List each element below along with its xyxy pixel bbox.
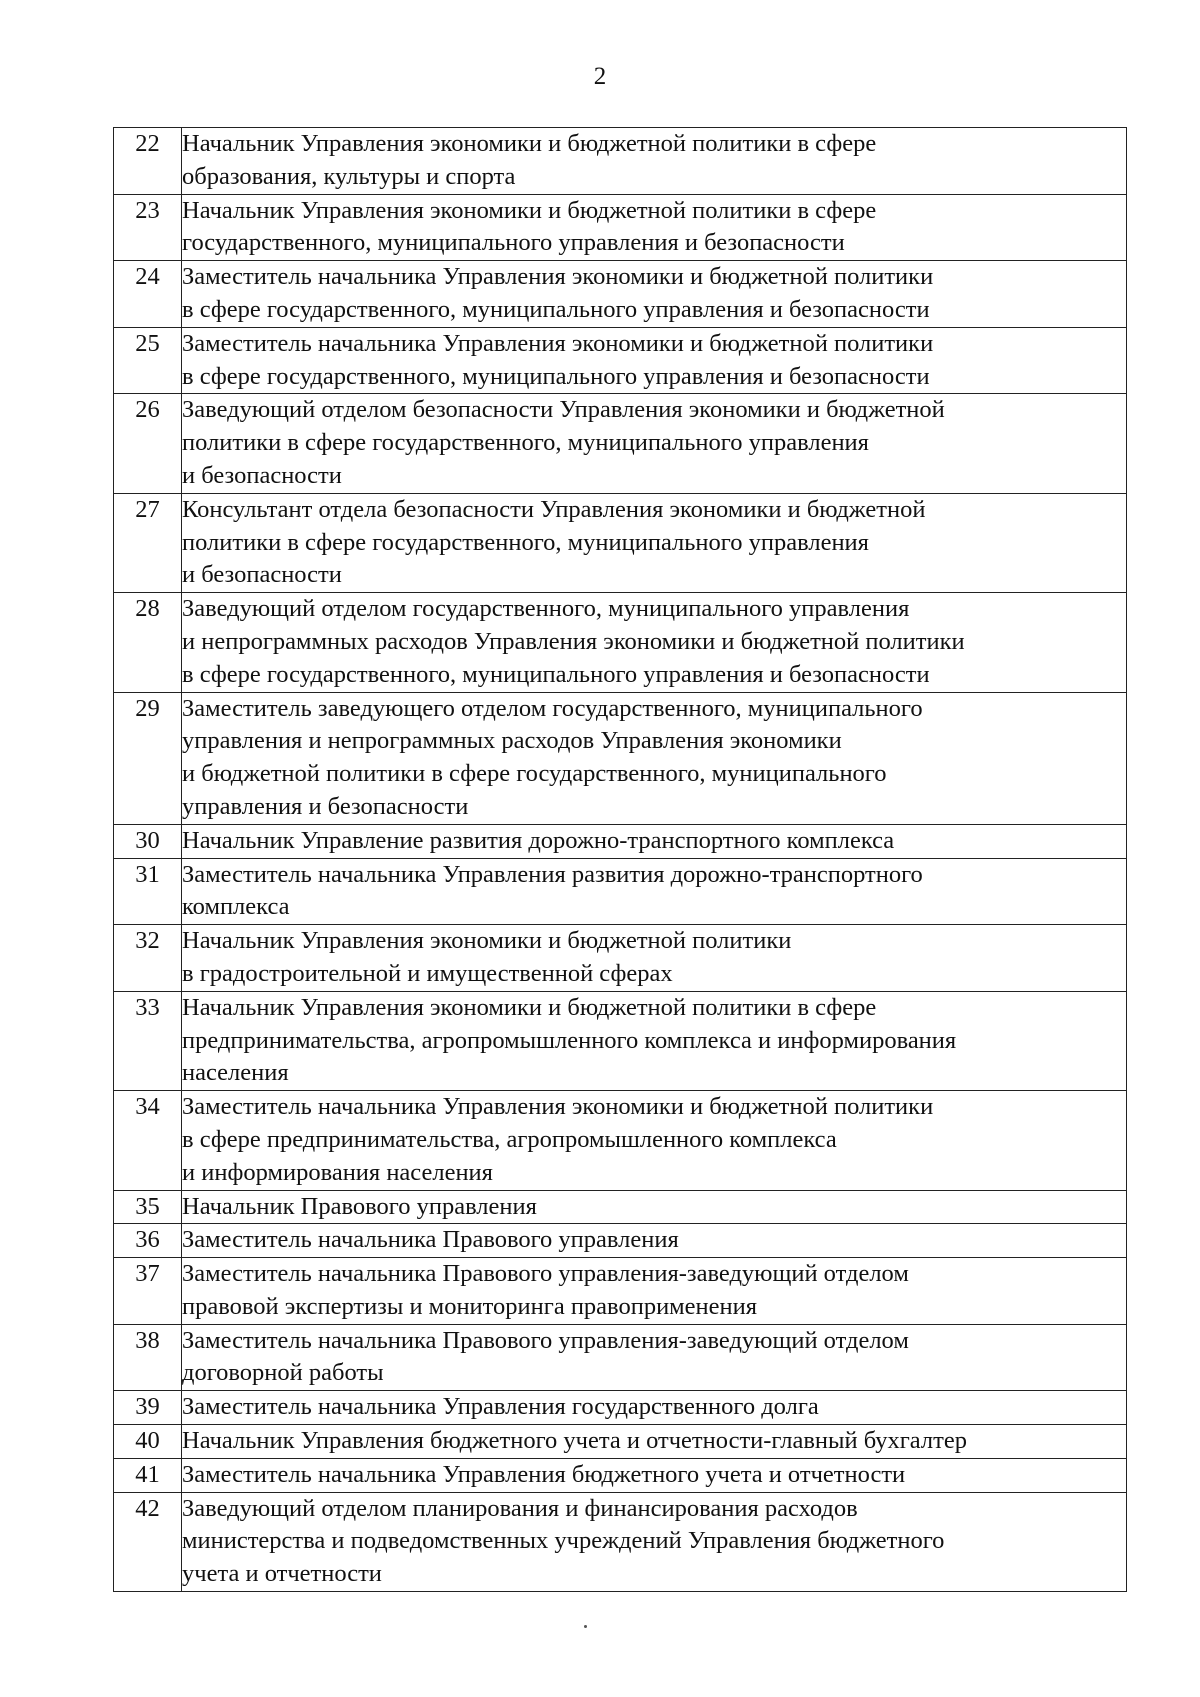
table-row xyxy=(114,593,1127,692)
position-title: Начальник Управление развития дорожно-транспортного комплекса xyxy=(182,824,1127,858)
position-title: Заместитель начальника Правового управления-заведующий отделом договорной работы xyxy=(182,1324,1127,1391)
position-title: Начальник Управления экономики и бюджетной политики в градостроительной и имущественной сферах xyxy=(182,925,1127,992)
table-row xyxy=(114,1492,1127,1591)
row-number: 27 xyxy=(114,493,182,592)
row-number: 42 xyxy=(114,1492,182,1591)
position-title: Заведующий отделом государственного, муниципального управления и непрограммных расходов Управления экономики и бюджетной политики в сфере государственного, муниципального управления и безопасности xyxy=(182,593,1127,692)
row-number: 30 xyxy=(114,824,182,858)
table-row xyxy=(114,1458,1127,1492)
page-number: 2 xyxy=(593,63,607,90)
position-title: Начальник Правового управления xyxy=(182,1190,1127,1224)
table-row xyxy=(114,1190,1127,1224)
row-number: 40 xyxy=(114,1425,182,1459)
table-row xyxy=(114,194,1127,261)
table-row xyxy=(114,1224,1127,1258)
position-title: Заведующий отделом планирования и финансирования расходов министерства и подведомственных учреждений Управления бюджетного учета и отчетности xyxy=(182,1492,1127,1591)
position-title: Заместитель начальника Управления бюджетного учета и отчетности xyxy=(182,1458,1127,1492)
table-row xyxy=(114,925,1127,992)
position-title: Начальник Управления бюджетного учета и отчетности-главный бухгалтер xyxy=(182,1425,1127,1459)
row-number: 24 xyxy=(114,261,182,328)
row-number: 35 xyxy=(114,1190,182,1224)
row-number: 31 xyxy=(114,858,182,925)
row-number: 36 xyxy=(114,1224,182,1258)
table-row xyxy=(114,493,1127,592)
table-row xyxy=(114,1258,1127,1325)
table-row xyxy=(114,824,1127,858)
row-number: 41 xyxy=(114,1458,182,1492)
row-number: 39 xyxy=(114,1391,182,1425)
table-row xyxy=(114,1391,1127,1425)
position-title: Заместитель начальника Управления развития дорожно-транспортного комплекса xyxy=(182,858,1127,925)
row-number: 26 xyxy=(114,394,182,493)
position-title: Заведующий отделом безопасности Управления экономики и бюджетной политики в сфере государственного, муниципального управления и безопасности xyxy=(182,394,1127,493)
positions-table xyxy=(113,127,1127,1592)
row-number: 23 xyxy=(114,194,182,261)
row-number: 32 xyxy=(114,925,182,992)
table-row xyxy=(114,1324,1127,1391)
table-row xyxy=(114,394,1127,493)
position-title: Заместитель начальника Управления экономики и бюджетной политики в сфере предпринимательства, агропромышленного комплекса и информирования населения xyxy=(182,1091,1127,1190)
row-number: 34 xyxy=(114,1091,182,1190)
table-row xyxy=(114,858,1127,925)
table-row xyxy=(114,692,1127,824)
table-row xyxy=(114,1425,1127,1459)
position-title: Заместитель начальника Управления экономики и бюджетной политики в сфере государственного, муниципального управления и безопасности xyxy=(182,327,1127,394)
position-title: Начальник Управления экономики и бюджетной политики в сфере государственного, муниципального управления и безопасности xyxy=(182,194,1127,261)
position-title: Заместитель начальника Правового управления xyxy=(182,1224,1127,1258)
row-number: 28 xyxy=(114,593,182,692)
row-number: 38 xyxy=(114,1324,182,1391)
row-number: 33 xyxy=(114,991,182,1090)
position-title: Консультант отдела безопасности Управления экономики и бюджетной политики в сфере государственного, муниципального управления и безопасности xyxy=(182,493,1127,592)
row-number: 37 xyxy=(114,1258,182,1325)
position-title: Начальник Управления экономики и бюджетной политики в сфере образования, культуры и спорта xyxy=(182,128,1127,195)
table-row xyxy=(114,327,1127,394)
table-row xyxy=(114,1091,1127,1190)
position-title: Заместитель начальника Правового управления-заведующий отделом правовой экспертизы и мониторинга правоприменения xyxy=(182,1258,1127,1325)
scan-dot xyxy=(584,1625,587,1628)
table-row xyxy=(114,261,1127,328)
row-number: 22 xyxy=(114,128,182,195)
row-number: 29 xyxy=(114,692,182,824)
position-title: Начальник Управления экономики и бюджетной политики в сфере предпринимательства, агропромышленного комплекса и информирования населения xyxy=(182,991,1127,1090)
table-row xyxy=(114,991,1127,1090)
position-title: Заместитель начальника Управления государственного долга xyxy=(182,1391,1127,1425)
table-row xyxy=(114,128,1127,195)
positions-table-body xyxy=(114,128,1127,1592)
position-title: Заместитель начальника Управления экономики и бюджетной политики в сфере государственного, муниципального управления и безопасности xyxy=(182,261,1127,328)
row-number: 25 xyxy=(114,327,182,394)
position-title: Заместитель заведующего отделом государственного, муниципального управления и непрограммных расходов Управления экономики и бюджетной политики в сфере государственного, муниципального управления и безопасности xyxy=(182,692,1127,824)
